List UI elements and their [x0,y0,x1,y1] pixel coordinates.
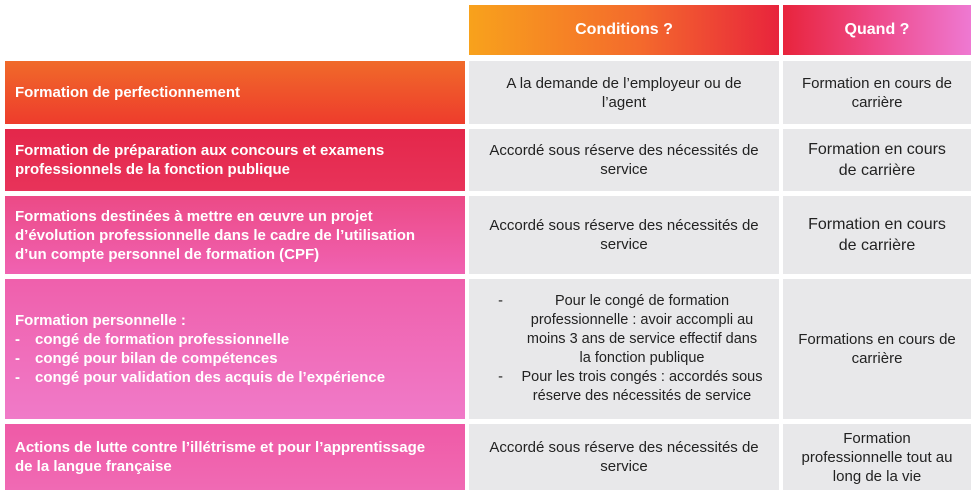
row-label-line: professionnels de la fonction publique [15,161,291,178]
cell-text-line: Formation [843,429,911,447]
row-quand-cell [783,61,971,124]
dash-bullet: - [498,369,503,385]
cell-text-line: long de la vie [832,467,922,485]
row-label-item [15,368,455,387]
row-label-line: Formation de préparation aux concours et examens [15,142,385,159]
header-conditions [469,5,779,55]
row-conditions-cell [469,196,779,274]
row-label-item [15,330,455,349]
cell-text-line: Accordé sous réserve des nécessités de [489,142,759,159]
row-label-line: Formation de perfectionnement [15,84,241,101]
row-label-perfectionnement [5,61,465,124]
cell-text-line: Pour les trois congés : accordés sous [521,369,763,385]
row-label-title: Formation personnelle : [15,312,186,329]
dash-bullet: - [15,369,20,386]
cell-text-line: Formation en cours [808,216,946,233]
cell-text-line: service [600,458,648,475]
header-quand-label: Quand ? [844,21,910,38]
dash-bullet: - [15,331,20,348]
row-label-item [15,349,455,368]
header-quand [783,5,971,55]
row-label-line: d’évolution professionnelle dans le cadre de l’utilisation [15,226,416,244]
condition-list-item-text [513,368,771,406]
cell-text-line: professionnelle : avoir accompli au [530,312,754,328]
row-quand-cell [783,279,971,419]
cell-text-line: la fonction publique [579,350,705,366]
row-label-line: d’un compte personnel de formation (CPF) [15,245,320,263]
row-conditions-cell [469,424,779,490]
row-label-line: de la langue française [15,458,172,475]
cell-text-line: service [600,236,648,253]
row-label-line: Actions de lutte contre l’illétrisme et pour l’apprentissage [15,439,426,456]
cell-text-line: moins 3 ans de service effectif dans [526,331,758,347]
row-conditions-cell [469,129,779,191]
condition-list-item-text [513,292,771,368]
row-label-illetrisme [5,424,465,490]
row-label-line: Formations destinées à mettre en œuvre un projet [15,207,373,225]
cell-text-line: A la demande de l’employeur ou de [506,74,742,92]
condition-list-item [477,368,771,406]
cell-text-line: carrière [851,93,903,111]
cell-text-line: réserve des nécessités de service [532,388,752,404]
dash-bullet: - [498,293,503,309]
row-label-item-text: congé pour bilan de compétences [35,350,278,367]
cell-text-line: Pour le congé de formation [554,293,730,309]
row-conditions-cell [469,279,779,419]
cell-text-line: de carrière [838,237,916,254]
row-label-item-text: congé de formation professionnelle [35,331,290,348]
row-quand-cell [783,129,971,191]
cell-text-line: Accordé sous réserve des nécessités de [489,439,759,456]
cell-text-line: l’agent [601,93,647,111]
dash-bullet: - [15,350,20,367]
cell-text-line: carrière [851,350,903,367]
row-quand-cell [783,196,971,274]
header-conditions-label: Conditions ? [575,21,673,38]
row-label-cpf [5,196,465,274]
row-quand-cell [783,424,971,490]
row-label-preparation-concours [5,129,465,191]
row-conditions-cell [469,61,779,124]
row-label-formation-personnelle [5,279,465,419]
row-label-item-text: congé pour validation des acquis de l’expérience [35,369,386,386]
cell-text-line: Formation en cours [808,141,946,158]
condition-list-item [477,292,771,368]
cell-text-line: de carrière [838,162,916,179]
cell-text-line: Accordé sous réserve des nécessités de [489,217,759,234]
cell-text-line: service [600,161,648,178]
cell-text-line: Formations en cours de [798,331,956,348]
cell-text-line: Formation en cours de [801,74,953,92]
cell-text-line: professionnelle tout au [801,448,953,466]
